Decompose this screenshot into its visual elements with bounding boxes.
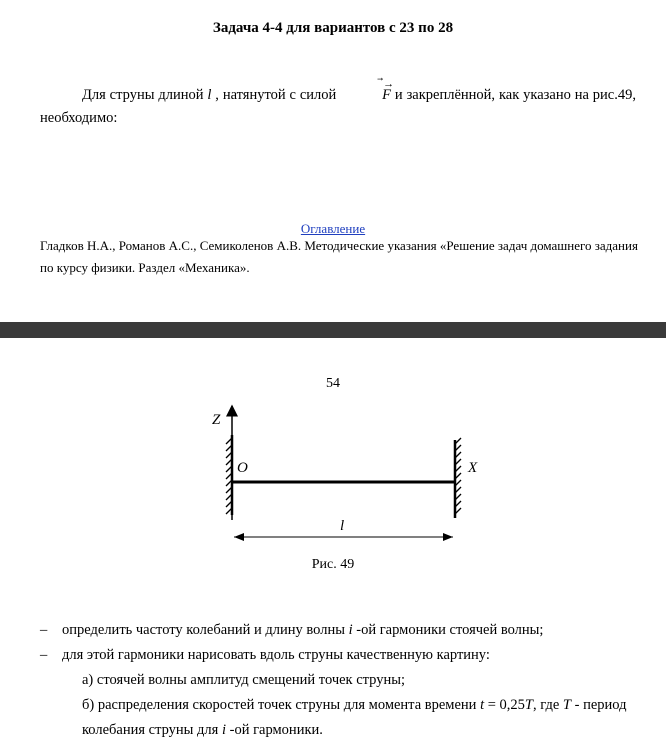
table-of-contents-link[interactable]: Оглавление xyxy=(300,221,366,236)
task-list xyxy=(40,618,640,743)
period-symbol: T xyxy=(524,697,533,713)
sub-b-text-2: = 0,25 xyxy=(484,697,525,713)
intro-paragraph xyxy=(40,78,636,130)
harmonic-symbol-2: i xyxy=(221,722,226,738)
period-symbol-2: T xyxy=(562,697,571,713)
length-arrow-left xyxy=(234,533,244,541)
length-symbol: l xyxy=(207,87,212,103)
list-dash: – xyxy=(40,647,48,663)
sub-b-text-1: б) распределения скоростей точек струны для момента времени xyxy=(82,697,481,713)
page-number: 54 xyxy=(326,376,340,391)
intro-text-1: Для струны длиной xyxy=(82,87,208,103)
sub-item-b-continued xyxy=(40,718,640,743)
force-symbol: F xyxy=(382,87,392,103)
footer-reference: Гладков Н.А., Романов А.С., Семиколенов А.В. Методические указания «Решение задач домашнего задания по курсу физики. Раздел «Механика». xyxy=(40,238,638,275)
list-dash: – xyxy=(40,622,48,638)
figure-caption: Рис. 49 xyxy=(311,557,355,572)
sub-item-a: а) стоячей волны амплитуд смещений точек струны; xyxy=(82,672,406,688)
z-axis-label: Z xyxy=(212,412,221,428)
sub-b-cont-text-1: колебания струны для xyxy=(82,722,222,738)
string-figure xyxy=(190,400,490,550)
time-symbol: t xyxy=(480,697,485,713)
problem-title: Задача 4-4 для вариантов с 23 по 28 xyxy=(212,20,454,36)
sub-b-text-4: - период xyxy=(570,697,627,713)
item1-text-1: определить частоту колебаний и длину волны xyxy=(62,622,349,638)
x-axis-label: X xyxy=(468,460,478,476)
item1-text-2: -ой гармоники стоячей волны; xyxy=(352,622,544,638)
length-arrow-right xyxy=(443,533,453,541)
length-label: l xyxy=(340,518,345,534)
item2-text: для этой гармоники нарисовать вдоль струны качественную картину: xyxy=(62,647,490,663)
force-vector-symbol: → F xyxy=(382,78,395,103)
intro-text-2: , натянутой с силой xyxy=(211,87,341,103)
harmonic-symbol: i xyxy=(348,622,353,638)
list-item xyxy=(40,643,640,668)
origin-label: O xyxy=(237,460,248,476)
intro-text-3: и закреплённой, как указано на рис.49, необходимо: xyxy=(40,87,636,126)
sub-b-cont-text-2: -ой гармоники. xyxy=(226,722,323,738)
sub-item-b xyxy=(40,693,640,718)
sub-b-text-3: , где xyxy=(532,697,563,713)
list-item xyxy=(40,618,640,643)
page-separator xyxy=(0,322,666,338)
